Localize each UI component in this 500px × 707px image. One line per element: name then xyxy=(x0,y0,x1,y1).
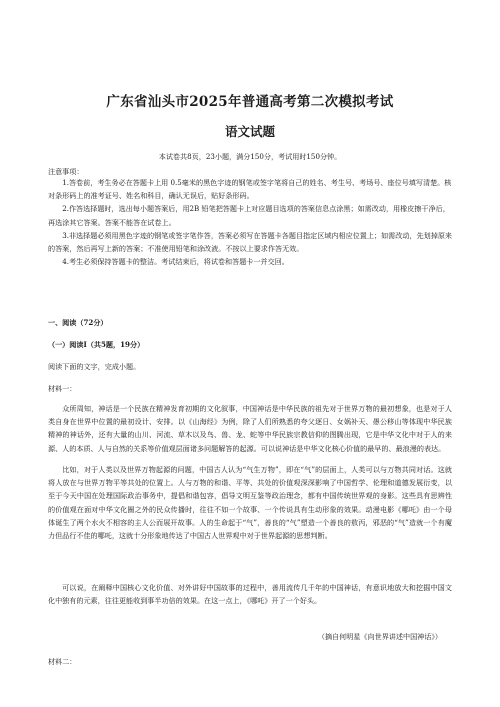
note-item: 4.考生必须保持答题卡的整洁。考试结束后，将试卷和答题卡一并交回。 xyxy=(62,257,289,267)
material-paragraph: 可以说，在阐释中国核心文化价值、对外讲好中国故事的过程中，善用流传几千年的中国神话，有意识地放大和挖掘中国文化中独有的元素，往往更能收到事半功倍的效果。在这一点上，《哪吒》开了一个好头。 xyxy=(48,583,452,606)
notes-list xyxy=(48,176,452,268)
reading-instruction: 阅读下面的文字，完成小题。 xyxy=(48,362,141,371)
note-item: 3.非选择题必须用黑色字迹的钢笔或签字笔作答，答案必须写在答题卡各题目指定区域内相应位置上；如需改动，先划掉原来的答案，然后再写上新的答案；不准使用铅笔和涂改液。不按以上要求作答无效。 xyxy=(48,230,453,254)
material-paragraph: 众所周知，神话是一个民族在精神发育初期的文化叙事，中国神话是中华民族的祖先对于世界万物的最初想象，也是对于人类自身在世界中位置的最初设计、安排。以《山海经》为例，除了人们所熟悉的夸父逐日、女娲补天、愚公移山等体现中华民族精神的神话外，还有大量的山川、河流、草木以及鸟、兽、龙、蛇等中华民族宗教信仰的图腾出现，它是中华文化中对于人的来源、人的本质、人与自然的关系等价值观层面诸多问题解答的起源。可以说神话是中华文化核心价值的最早的、最浪漫的表达。 xyxy=(48,404,452,453)
material-one-label: 材料一： xyxy=(48,384,77,393)
material-paragraph: 比如，对于人类以及世界万物起源的问题，中国古人认为“气生万物”，即在“气”的层面上，人类可以与万物共同对话。这就将人放在与世界万物平等共处的位置上。人与万物的和谐、平等、共处的价值观深深影响了中国哲学、伦理和道德发展衍变，以至于今天中国在处理国际政治事务中，提倡和谐包容，倡导文明互鉴等政治理念，都有中国传统世界观的身影。这些具有思辨性的价值观在面对中华文化圈之外的民众传播时，往往不如一个故事、一个传说具有生动形象的效果。动漫电影《哪吒》由一个母体诞生了两个水火不相容的主人公而展开故事。人的生命起于“气”，善良的“气”塑造一个善良的敖丙，邪恶的“气”造就一个有魔力但品行不佳的哪吒，这就十分形象地传达了中国古人世界观中对于世界起源的思想判断。 xyxy=(48,465,452,541)
exam-main-title: 广东省汕头市2025年普通高考第二次模拟考试 xyxy=(106,94,394,110)
note-item: 1.答卷前，考生务必在答题卡上用 0.5毫米的黑色字迹的钢笔或签字笔将自己的姓名、考生号、考场号、座位号填写清楚。核对条形码上的准考证号、姓名和科目，确认无误后，贴好条形码。 xyxy=(48,178,452,201)
subsection-heading: （一）阅读Ⅰ（共5题，19分） xyxy=(48,340,145,349)
note-item: 2.作答选择题时，选出每小题答案后，用2B 铅笔把答题卡上对应题目选项的答案信息点涂黑；如需改动，用橡皮擦干净后，再选涂其它答案。答案不能答在试卷上。 xyxy=(48,204,450,227)
material-two-label: 材料二： xyxy=(48,657,77,666)
subject-title: 语文试题 xyxy=(224,124,275,139)
citation: （摘自何明星《向世界讲述中国神话》） xyxy=(317,632,442,641)
notes-heading: 注意事项： xyxy=(48,167,84,176)
section-heading: 一、阅读（72分） xyxy=(48,318,108,327)
exam-info: 本试卷共8页，23小题，满分150分，考试用时150分钟。 xyxy=(158,152,342,161)
